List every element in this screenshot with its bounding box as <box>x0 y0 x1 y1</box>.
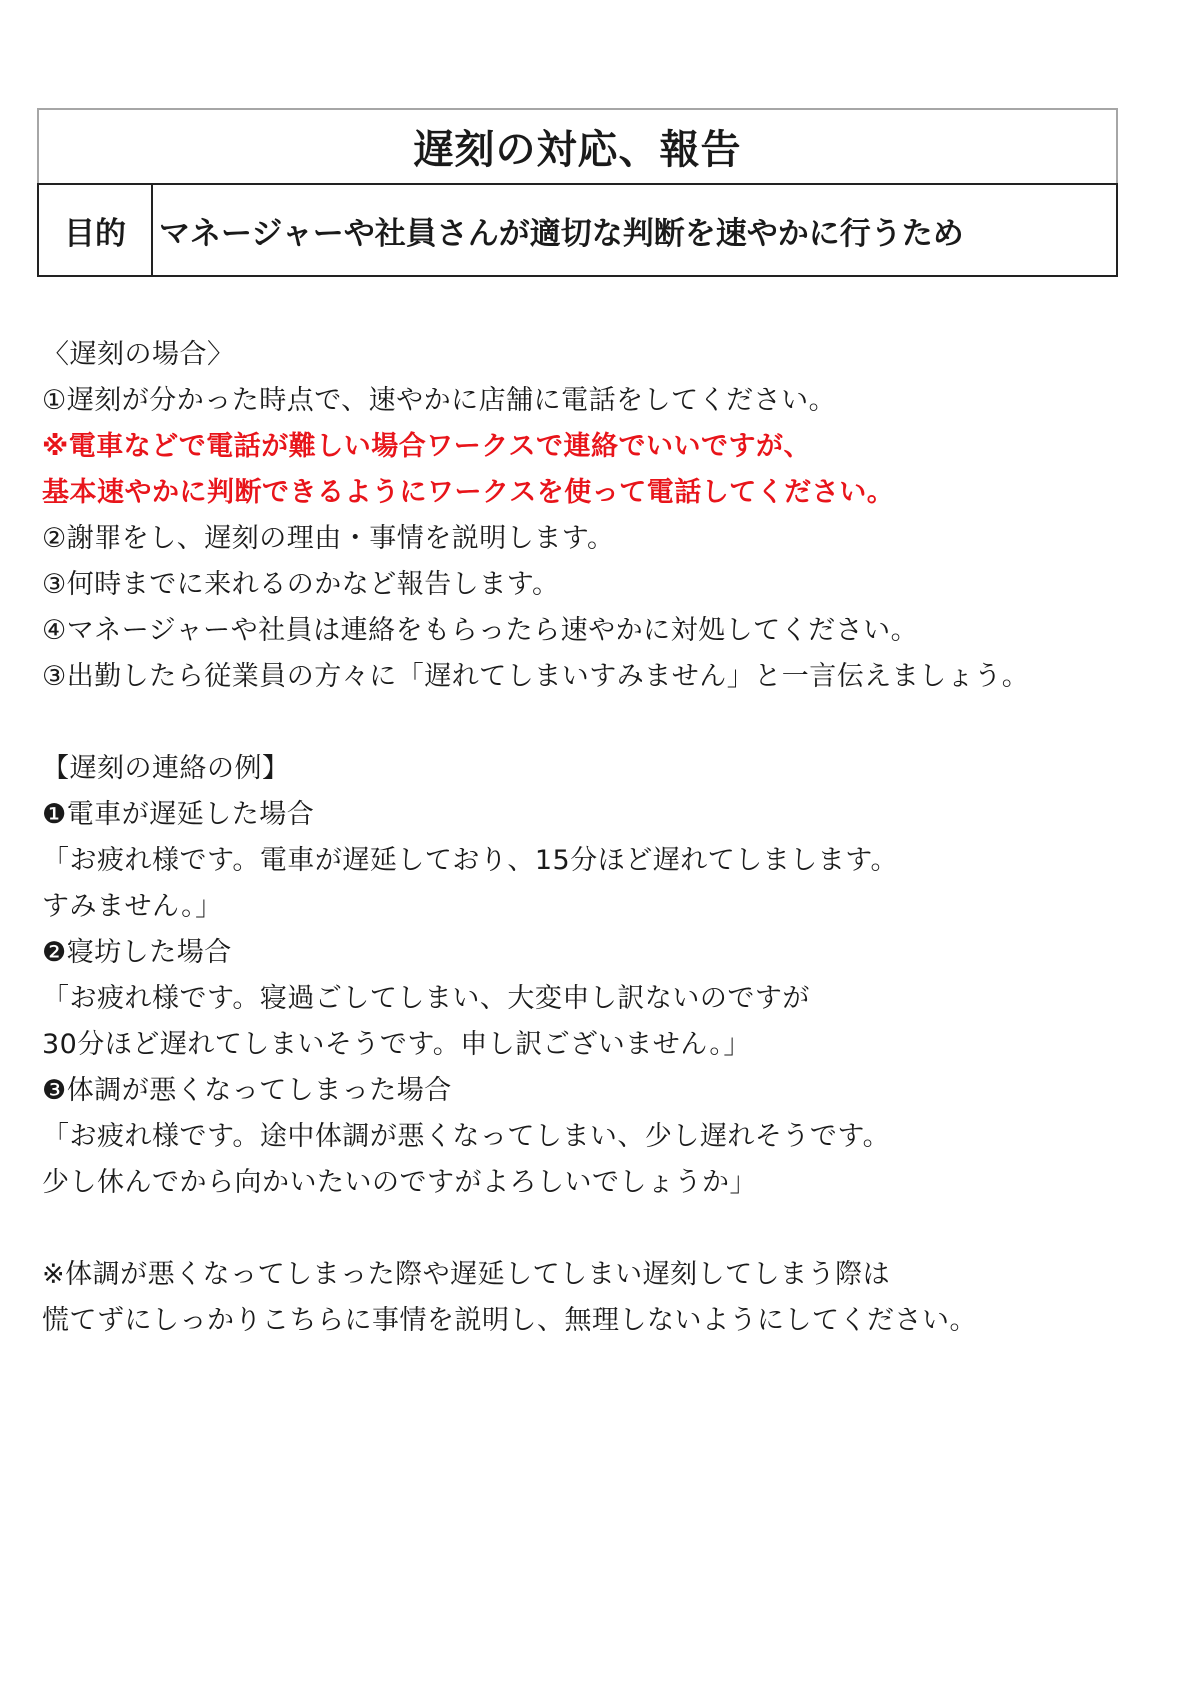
example-2-text-line-2: 30分ほど遅れてしまいそうです。申し訳ございません。」 <box>42 1029 751 1060</box>
example-1-text-line-2: すみません。」 <box>42 891 223 922</box>
example-1-text-line-1: 「お疲れ様です。電車が遅延しており、15分ほど遅れてしまします。 <box>42 845 899 876</box>
page-title: 遅刻の対応、報告 <box>38 109 1117 184</box>
example-3-text-line-2: 少し休んでから向かいたいのですがよろしいでしょうか」 <box>42 1167 757 1198</box>
example-1-heading: ❶電車が遅延した場合 <box>42 799 315 830</box>
example-3-heading: ❸体調が悪くなってしまった場合 <box>42 1075 452 1106</box>
example-2-heading: ❷寝坊した場合 <box>42 937 232 968</box>
example-3-text-line-1: 「お疲れ様です。途中体調が悪くなってしまい、少し遅れそうです。 <box>42 1121 891 1152</box>
section-heading-examples: 【遅刻の連絡の例】 <box>42 753 290 784</box>
closing-note-line-1: ※体調が悪くなってしまった際や遅延してしまい遅刻してしまう際は <box>42 1259 891 1290</box>
purpose-label: 目的 <box>38 184 152 276</box>
example-2-text-line-1: 「お疲れ様です。寝過ごしてしまい、大変申し訳ないのですが <box>42 983 810 1014</box>
section-heading-late-case: 〈遅刻の場合〉 <box>42 339 235 370</box>
closing-note-line-2: 慌てずにしっかりこちらに事情を説明し、無理しないようにしてください。 <box>42 1305 977 1336</box>
step-5: ③出勤したら従業員の方々に「遅れてしまいすみません」と一言伝えましょう。 <box>42 661 1030 692</box>
step-1: ①遅刻が分かった時点で、速やかに店舗に電話をしてください。 <box>42 385 837 416</box>
step-4: ④マネージャーや社員は連絡をもらったら速やかに対処してください。 <box>42 615 919 646</box>
document-body <box>42 332 1142 1344</box>
spacer <box>42 700 1142 746</box>
warning-note-line-1: ※電車などで電話が難しい場合ワークスで連絡でいいですが、 <box>42 431 811 462</box>
step-3: ③何時までに来れるのかなど報告します。 <box>42 569 560 600</box>
spacer <box>42 1206 1142 1252</box>
header-table <box>37 108 1118 277</box>
warning-note-line-2: 基本速やかに判断できるようにワークスを使って電話してください。 <box>42 477 895 508</box>
step-2: ②謝罪をし、遅刻の理由・事情を説明します。 <box>42 523 615 554</box>
purpose-text: マネージャーや社員さんが適切な判断を速やかに行うため <box>152 184 1117 276</box>
